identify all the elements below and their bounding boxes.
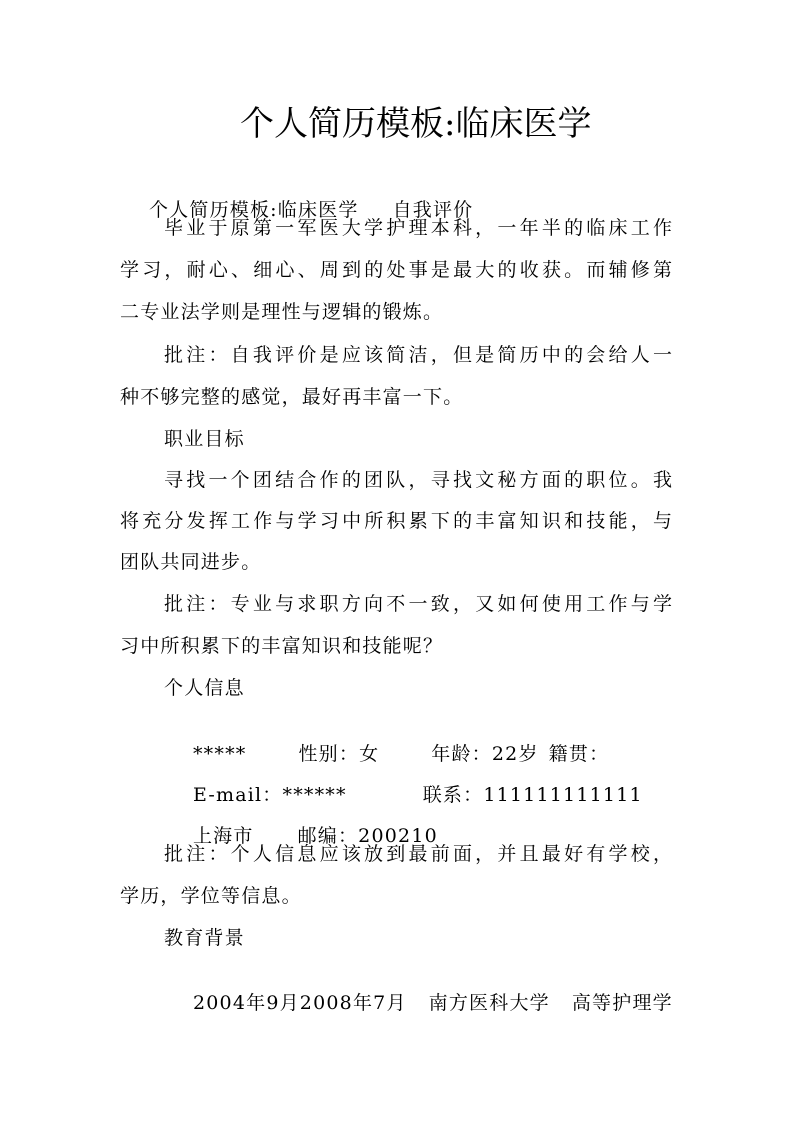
self-eval-line-1: 毕业于原第一军医大学护理本科，一年半的临床工作 [164, 217, 672, 239]
career-line-3: 团队共同进步。 [120, 551, 262, 573]
personal-note-line-2: 学历，学位等信息。 [120, 885, 302, 907]
phone-value: 联系：111111111111 [422, 784, 643, 806]
education-row [164, 967, 673, 1039]
age-value: 年龄：22岁 [431, 743, 539, 765]
email-value: E-mail：****** [192, 784, 347, 806]
self-eval-note-line-1: 批注：自我评价是应该简洁，但是简历中的会给人一 [164, 344, 672, 366]
self-eval-heading: 自我评价 [392, 199, 474, 221]
major-name: 高等护理学 [571, 992, 673, 1014]
career-note-line-1: 批注：专业与求职方向不一致，又如何使用工作与学 [164, 593, 672, 615]
self-eval-note-line-2: 种不够完整的感觉，最好再丰富一下。 [120, 386, 464, 408]
name-value: ***** [192, 743, 247, 765]
personal-note-line-1: 批注：个人信息应该放到最前面，并且最好有学校， [164, 843, 672, 865]
city-value: 上海市 [192, 825, 254, 847]
native-place-label: 籍贯： [548, 743, 610, 765]
personal-heading: 个人信息 [164, 677, 245, 699]
document-title: 个人简历模板:临床医学 [240, 104, 592, 144]
education-heading: 教育背景 [164, 927, 245, 949]
self-eval-line-3: 二专业法学则是理性与逻辑的锻炼。 [120, 301, 444, 323]
career-line-2: 将充分发挥工作与学习中所积累下的丰富知识和技能，与 [120, 510, 672, 532]
career-line-1: 寻找一个团结合作的团队，寻找文秘方面的职位。我 [164, 469, 672, 491]
gender-value: 性别：女 [298, 743, 380, 765]
intro-doc-name: 个人简历模板:临床医学 [148, 199, 359, 221]
school-name: 南方医科大学 [428, 992, 550, 1014]
career-heading: 职业目标 [164, 428, 245, 450]
education-period: 2004年9月2008年7月 [192, 992, 407, 1014]
career-note-line-2: 习中所积累下的丰富知识和技能呢？ [120, 635, 444, 657]
self-eval-line-2: 学习，耐心、细心、周到的处事是最大的收获。而辅修第 [120, 259, 672, 281]
postcode-value: 邮编：200210 [297, 825, 438, 847]
